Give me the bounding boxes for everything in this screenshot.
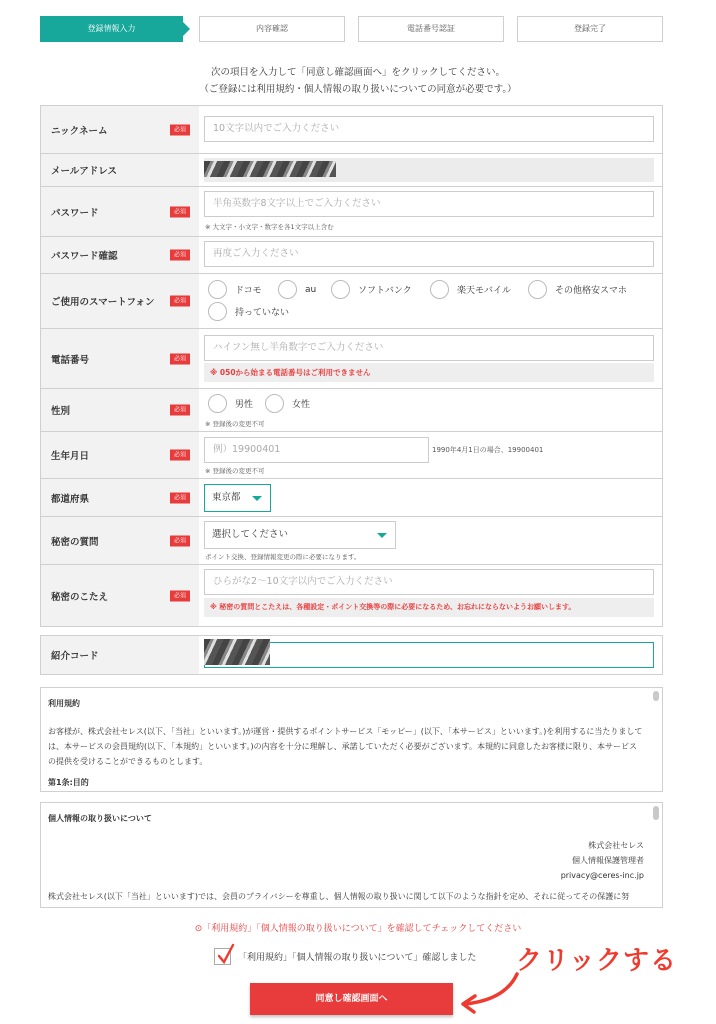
radio-none[interactable]: 持っていない xyxy=(208,302,289,321)
birthdate-label: 生年月日 xyxy=(51,451,90,462)
nickname-label: ニックネーム xyxy=(51,125,108,137)
prefecture-label: 都道府県 xyxy=(51,493,90,505)
required-badge: 必須 xyxy=(170,405,190,416)
row-secret-answer xyxy=(41,565,662,626)
radio-circle xyxy=(208,302,227,321)
password-note: ※ 大文字・小文字・数字を各1文字以上含む xyxy=(205,223,334,231)
radio-female[interactable]: 女性 xyxy=(265,394,310,413)
prefecture-select[interactable]: 東京都 xyxy=(204,484,271,512)
secret-answer-label: 秘密のこたえ xyxy=(51,591,109,603)
privacy-body: 株式会社セレス(以下「当社」といいます)では、会員のプライバシーを尊重し、個人情報の取り扱いに関して以下のような指針を定め、それに従ってその保護に努 xyxy=(48,892,630,901)
privacy-title: 個人情報の取り扱いについて xyxy=(48,814,152,823)
secret-answer-input[interactable]: ひらがな2〜10文字以内でご入力ください xyxy=(204,569,654,595)
secret-question-select[interactable]: 選択してください xyxy=(204,521,396,549)
radio-circle xyxy=(331,280,350,299)
chevron-down-icon xyxy=(252,496,262,501)
secret-question-note: ポイント交換、登録情報変更の際に必要になります。 xyxy=(205,553,361,561)
phone-input[interactable]: ハイフン無し半角数字でご入力ください xyxy=(204,335,654,361)
row-password xyxy=(41,187,662,237)
privacy-email: privacy@ceres-inc.jp xyxy=(560,871,644,880)
row-gender xyxy=(41,389,662,432)
required-badge: 必須 xyxy=(170,535,190,546)
checkmark-icon xyxy=(217,943,235,965)
row-nickname xyxy=(41,106,662,154)
radio-circle xyxy=(265,394,284,413)
redacted-referral xyxy=(204,639,270,665)
terms-scrollbar[interactable] xyxy=(653,691,659,701)
nickname-input[interactable]: 10文字以内でご入力ください xyxy=(204,116,654,142)
required-badge: 必須 xyxy=(170,353,190,364)
phone-label: 電話番号 xyxy=(51,354,90,366)
radio-softbank[interactable]: ソフトバンク xyxy=(331,280,412,299)
row-password-confirm xyxy=(41,237,662,274)
agree-checkbox-row[interactable] xyxy=(214,948,476,965)
row-birthdate xyxy=(41,432,662,479)
click-annotation: クリックする xyxy=(516,946,677,976)
row-prefecture xyxy=(41,479,662,517)
annotation-arrow-icon xyxy=(455,970,535,1015)
password-confirm-label: パスワード確認 xyxy=(51,251,118,262)
required-badge: 必須 xyxy=(170,590,190,601)
terms-box[interactable] xyxy=(40,687,663,792)
secret-question-label: 秘密の質問 xyxy=(51,536,99,548)
email-label: メールアドレス xyxy=(51,166,118,177)
redacted-email xyxy=(204,161,336,177)
agree-confirm-button[interactable]: 同意し確認画面へ xyxy=(250,983,453,1015)
required-badge: 必須 xyxy=(170,124,190,135)
radio-other-mvno[interactable]: その他格安スマホ xyxy=(528,280,627,299)
terms-article: 第1条:目的 xyxy=(48,778,89,787)
step-input: 登録情報入力 xyxy=(40,16,183,42)
smartphone-label: ご使用のスマートフォン xyxy=(51,297,155,308)
row-secret-question xyxy=(41,517,662,565)
phone-warning: ※ 050から始まる電話番号はご利用できません xyxy=(204,363,654,382)
password-confirm-input[interactable]: 再度ご入力ください xyxy=(204,241,654,267)
birthdate-note: ※ 登録後の変更不可 xyxy=(205,467,265,475)
privacy-signature xyxy=(561,838,644,883)
step-phone-auth: 電話番号認証 xyxy=(358,16,504,42)
intro-line-1: 次の項目を入力して「同意し確認画面へ」をクリックしてください。 xyxy=(210,67,506,78)
birthdate-input[interactable]: 例）19900401 xyxy=(204,437,429,463)
required-badge: 必須 xyxy=(170,492,190,503)
radio-au[interactable]: au xyxy=(278,280,316,299)
row-email xyxy=(41,154,662,187)
radio-rakuten[interactable]: 楽天モバイル xyxy=(430,280,511,299)
agree-checkbox[interactable] xyxy=(214,948,231,965)
gender-note: ※ 登録後の変更不可 xyxy=(205,420,265,428)
referral-row xyxy=(40,635,663,675)
required-badge: 必須 xyxy=(170,450,190,461)
password-label: パスワード xyxy=(51,207,99,219)
secret-answer-warning: ※ 秘密の質問とこたえは、各種設定・ポイント交換等の際に必要になるため、お忘れにならないようお願いします。 xyxy=(204,598,654,617)
radio-circle xyxy=(208,280,227,299)
terms-title: 利用規約 xyxy=(48,699,80,708)
progress-steps xyxy=(40,16,663,42)
agree-label: 「利用規約」「個人情報の取り扱いについて」確認しました xyxy=(238,953,477,963)
row-phone xyxy=(41,329,662,389)
terms-body: お客様が、株式会社セレス(以下、「当社」といいます。)が運営・提供するポイントサービス「モッピー」(以下、「本サービス」といいます。)を利用するに当たりましては、本サービスの会員規約(以下、「本規約」といいます。)の内容を十分に理解し、承諾していただく必要がございます。本規約に同意したお客様に限り、本サービスの提供を受けることができるものとします。 xyxy=(48,727,643,766)
privacy-manager: 個人情報保護管理者 xyxy=(572,856,644,865)
required-badge: 必須 xyxy=(170,250,190,261)
radio-circle xyxy=(208,394,227,413)
password-input[interactable]: 半角英数字8文字以上でご入力ください xyxy=(204,191,654,217)
birthdate-hint: 1990年4月1日の場合、19900401 xyxy=(432,446,544,454)
radio-docomo[interactable]: ドコモ xyxy=(208,280,262,299)
gender-label: 性別 xyxy=(51,406,71,417)
referral-input[interactable] xyxy=(204,642,654,668)
radio-male[interactable]: 男性 xyxy=(208,394,253,413)
chevron-down-icon xyxy=(377,533,387,538)
radio-circle xyxy=(528,280,547,299)
radio-circle xyxy=(278,280,297,299)
privacy-company: 株式会社セレス xyxy=(588,841,644,850)
referral-label: 紹介コード xyxy=(51,651,99,662)
intro-line-2: （ご登録には利用規約・個人情報の取り扱いについての同意が必要です。） xyxy=(199,84,517,95)
intro-text xyxy=(0,64,716,98)
step-complete: 登録完了 xyxy=(517,16,663,42)
privacy-box[interactable] xyxy=(40,802,663,908)
step-confirm: 内容確認 xyxy=(199,16,345,42)
privacy-scrollbar[interactable] xyxy=(653,806,659,820)
required-badge: 必須 xyxy=(170,206,190,217)
row-smartphone xyxy=(41,274,662,329)
registration-form xyxy=(40,105,663,627)
consent-alert: ⊙「利用規約」「個人情報の取り扱いについて」を確認してチェックしてください xyxy=(194,924,522,934)
radio-circle xyxy=(430,280,449,299)
required-badge: 必須 xyxy=(170,296,190,307)
